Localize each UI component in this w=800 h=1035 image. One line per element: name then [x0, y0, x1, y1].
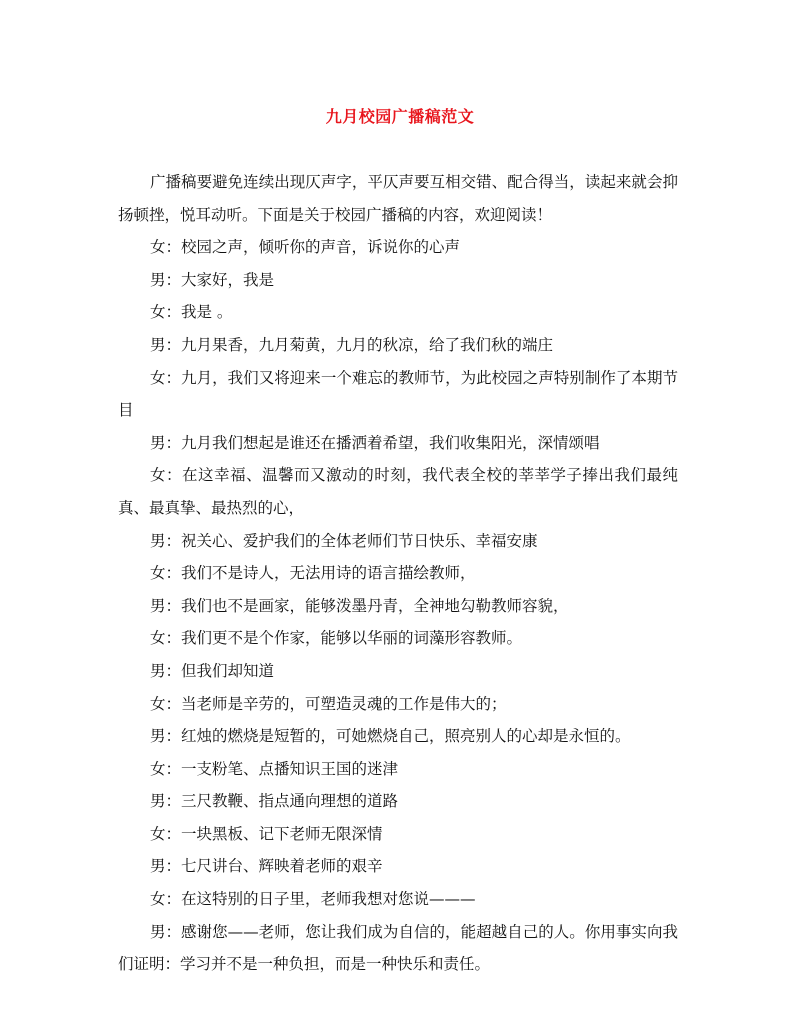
dialogue-line: 女：九月，我们又将迎来一个难忘的教师节，为此校园之声特别制作了本期节目: [118, 368, 678, 420]
dialogue-line: 男：九月我们想起是谁还在播洒着希望，我们收集阳光，深情颂唱: [150, 433, 600, 452]
dialogue-line: 男：三尺教鞭、指点通向理想的道路: [150, 792, 399, 811]
dialogue-line: 男：大家好，我是: [150, 270, 275, 289]
dialogue-line: 男：但我们却知道: [150, 661, 275, 680]
dialogue-line: 男：感谢您——老师，您让我们成为自信的，能超越自己的人。你用事实向我们证明：学习并不是一种负担，而是一种快乐和责任。: [118, 922, 678, 974]
dialogue-line: 女：我是 。: [150, 303, 233, 322]
dialogue-line: 女：一支粉笔、点播知识王国的迷津: [150, 759, 399, 778]
dialogue-line: 女：我们不是诗人，无法用诗的语言描绘教师，: [150, 564, 476, 583]
document-body: [118, 166, 678, 981]
document-title: 九月校园广播稿范文: [325, 107, 475, 126]
dialogue-line: 男：祝关心、爱护我们的全体老师们节日快乐、幸福安康: [150, 531, 538, 550]
dialogue-line: 女：在这幸福、温馨而又激动的时刻，我代表全校的莘莘学子捧出我们最纯真、最真挚、最热烈的心，: [118, 466, 678, 517]
dialogue-line: 女：当老师是辛劳的，可塑造灵魂的工作是伟大的；: [150, 694, 507, 713]
dialogue-line: 男：我们也不是画家，能够泼墨丹青，全神地勾勒教师容貌，: [150, 596, 569, 615]
dialogue-line: 女：校园之声，倾听你的声音，诉说你的心声: [150, 238, 461, 257]
dialogue-line: 女：我们更不是个作家，能够以华丽的词藻形容教师。: [150, 629, 523, 648]
dialogue-line: 女：一块黑板、记下老师无限深情: [150, 824, 383, 843]
dialogue-line: 女：在这特别的日子里，老师我想对您说———: [150, 890, 476, 909]
paragraph-intro: 广播稿要避免连续出现仄声字，平仄声要互相交错、配合得当，读起来就会抑扬顿挫，悦耳动听。下面是关于校园广播稿的内容，欢迎阅读！: [118, 173, 678, 224]
dialogue-line: 男：红烛的燃烧是短暂的，可她燃烧自己，照亮别人的心却是永恒的。: [150, 727, 631, 746]
dialogue-line: 男：九月果香，九月菊黄，九月的秋凉，给了我们秋的端庄: [150, 335, 554, 354]
dialogue-line: 男：七尺讲台、辉映着老师的艰辛: [150, 857, 383, 876]
